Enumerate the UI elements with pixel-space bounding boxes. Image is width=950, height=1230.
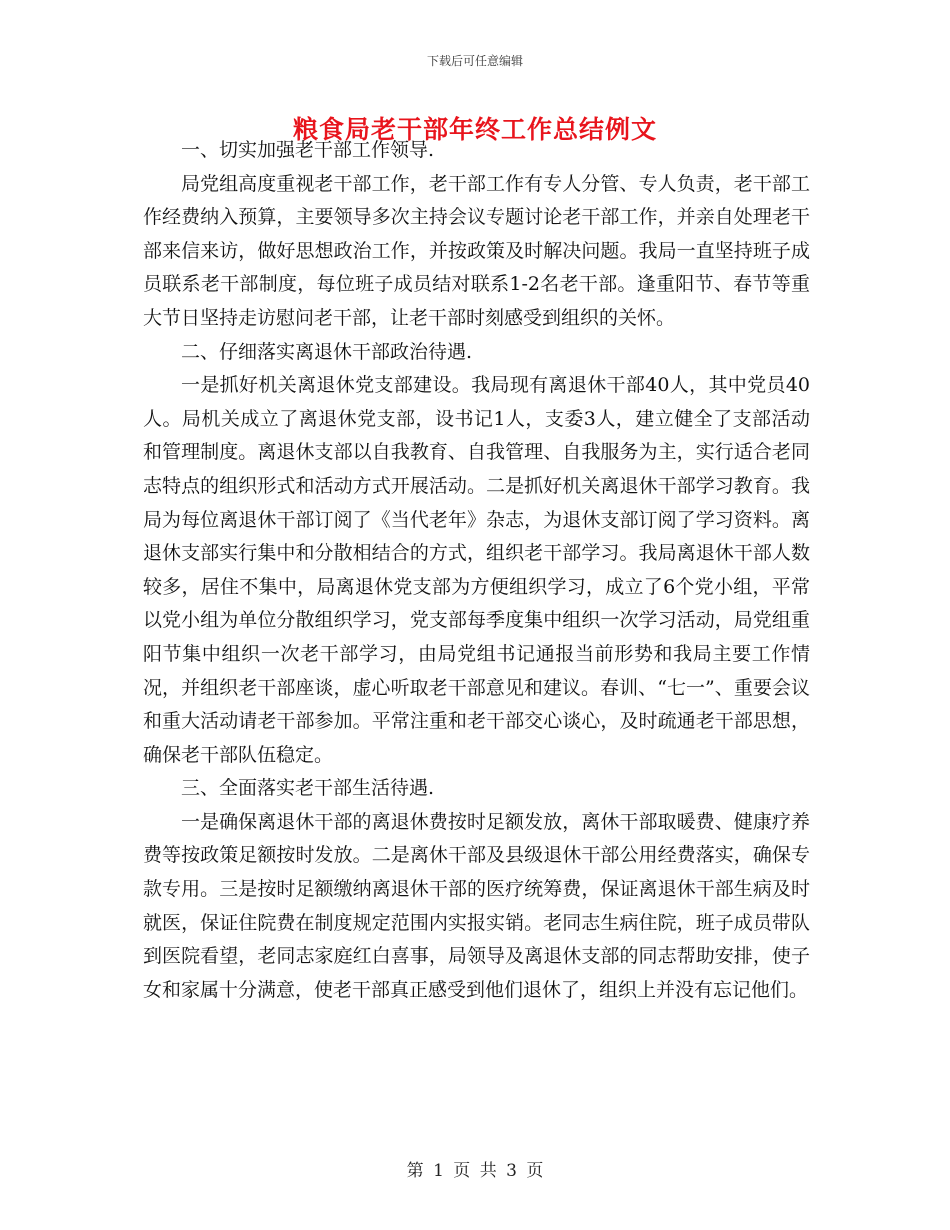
document-body [143,134,810,1007]
paragraph-1: 局党组高度重视老干部工作，老干部工作有专人分管、专人负责，老干部工作经费纳入预算，主要领导多次主持会议专题讨论老干部工作，并亲自处理老干部来信来访，做好思想政治工作，并按政策及时解决问题。我局一直坚持班子成员联系老干部制度，每位班子成员结对联系1-2名老干部。逢重阳节、春节等重大节日坚持走访慰问老干部，让老干部时刻感受到组织的关怀。 [143,172,810,329]
page-footer: 第 1 页 共 3 页 [406,1161,544,1181]
document-title: 粮食局老干部年终工作总结例文 [292,115,657,144]
header-note: 下载后可任意编辑 [426,54,523,68]
paragraph-2: 一是抓好机关离退休党支部建设。我局现有离退休干部40人，其中党员40人。局机关成立了离退休党支部，设书记1人，支委3人，建立健全了支部活动和管理制度。离退休支部以自我教育、自我管理、自我服务为主，实行适合老同志特点的组织形式和活动方式开展活动。二是抓好机关离退休干部学习教育。我局为每位离退休干部订阅了《当代老年》杂志，为退休支部订阅了学习资料。离退休支部实行集中和分散相结合的方式，组织老干部学习。我局离退休干部人数较多，居住不集中，局离退休党支部为方便组织学习，成立了6个党小组，平常以党小组为单位分散组织学习，党支部每季度集中组织一次学习活动，局党组重阳节集中组织一次老干部学习，由局党组书记通报当前形势和我局主要工作情况，并组织老干部座谈，虚心听取老干部意见和建议。春训、“七一”、重要会议和重大活动请老干部参加。平常注重和老干部交心谈心，及时疏通老干部思想，确保老干部队伍稳定。 [143,374,810,766]
paragraph-3: 一是确保离退休干部的离退休费按时足额发放，离休干部取暖费、健康疗养费等按政策足额按时发放。二是离休干部及县级退休干部公用经费落实，确保专款专用。三是按时足额缴纳离退休干部的医疗统筹费，保证离退休干部生病及时就医，保证住院费在制度规定范围内实报实销。老同志生病住院，班子成员带队到医院看望，老同志家庭红白喜事，局领导及离退休支部的同志帮助安排，使子女和家属十分满意，使老干部真正感受到他们退休了，组织上并没有忘记他们。 [143,810,810,1001]
section-heading-3: 三、全面落实老干部生活待遇. [181,777,435,800]
section-heading-1: 一、切实加强老干部工作领导. [181,139,435,161]
section-heading-2: 二、仔细落实离退休干部政治待遇. [181,340,473,363]
